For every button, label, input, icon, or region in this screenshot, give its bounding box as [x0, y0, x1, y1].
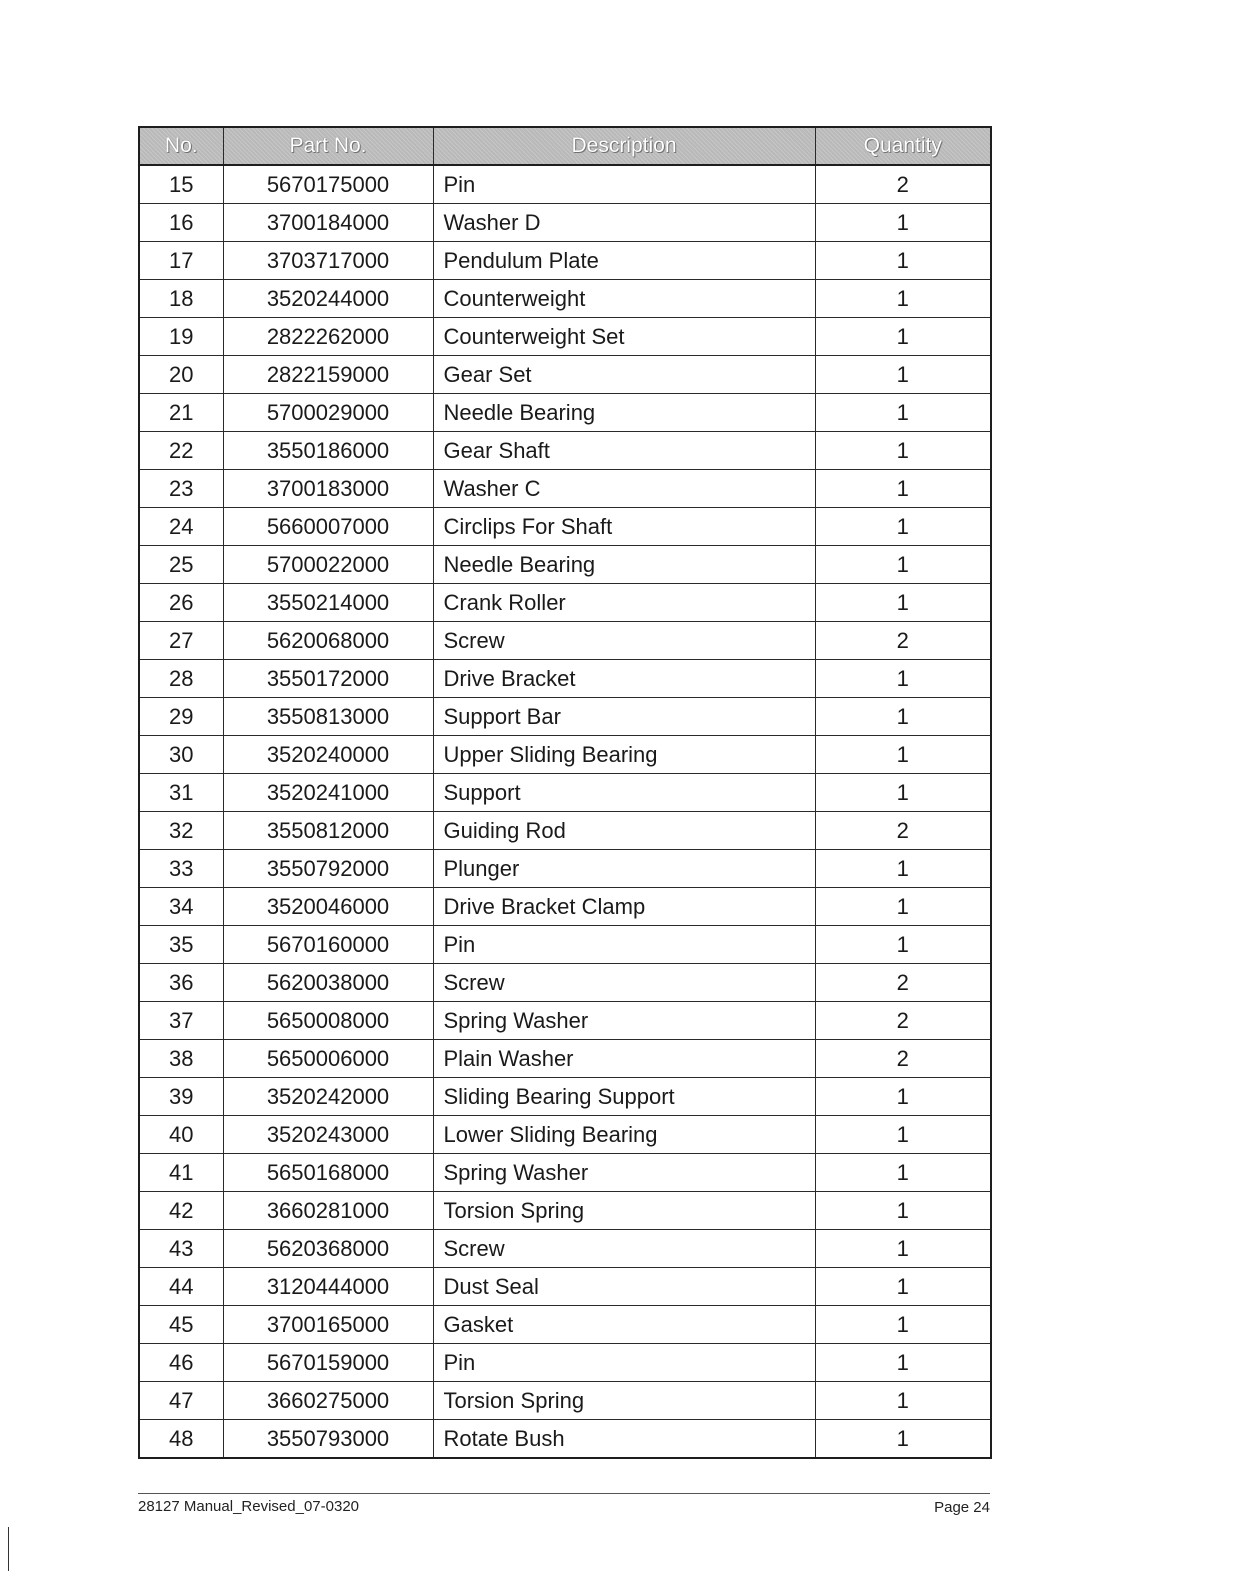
- cell-part-no: 5650006000: [223, 1040, 433, 1078]
- cell-description: Screw: [433, 964, 815, 1002]
- cell-no: 15: [139, 165, 223, 204]
- cell-no: 42: [139, 1192, 223, 1230]
- cell-no: 36: [139, 964, 223, 1002]
- cell-description: Pendulum Plate: [433, 242, 815, 280]
- table-row: [139, 1154, 991, 1192]
- cell-quantity: 1: [815, 394, 991, 432]
- cell-description: Crank Roller: [433, 584, 815, 622]
- cell-quantity: 1: [815, 660, 991, 698]
- table-header-row: [139, 127, 991, 165]
- table-row: [139, 964, 991, 1002]
- table-row: [139, 926, 991, 964]
- table-row: [139, 1306, 991, 1344]
- cell-part-no: 5660007000: [223, 508, 433, 546]
- cell-description: Dust Seal: [433, 1268, 815, 1306]
- parts-table: [138, 126, 992, 1459]
- cell-description: Support: [433, 774, 815, 812]
- cell-quantity: 2: [815, 964, 991, 1002]
- cell-description: Upper Sliding Bearing: [433, 736, 815, 774]
- cell-no: 32: [139, 812, 223, 850]
- cell-quantity: 1: [815, 888, 991, 926]
- cell-description: Gear Set: [433, 356, 815, 394]
- cell-no: 29: [139, 698, 223, 736]
- table-row: [139, 584, 991, 622]
- cell-quantity: 1: [815, 1344, 991, 1382]
- table-row: [139, 242, 991, 280]
- header-description: Description: [433, 127, 815, 165]
- cell-no: 37: [139, 1002, 223, 1040]
- cell-description: Lower Sliding Bearing: [433, 1116, 815, 1154]
- table-row: [139, 736, 991, 774]
- cell-part-no: 3550172000: [223, 660, 433, 698]
- footer-divider: [138, 1493, 990, 1494]
- cell-part-no: 3120444000: [223, 1268, 433, 1306]
- table-body: [139, 165, 991, 1458]
- table-row: [139, 850, 991, 888]
- cell-no: 24: [139, 508, 223, 546]
- table-row: [139, 1382, 991, 1420]
- cell-quantity: 1: [815, 1116, 991, 1154]
- cell-description: Torsion Spring: [433, 1192, 815, 1230]
- cell-part-no: 5670175000: [223, 165, 433, 204]
- cell-no: 28: [139, 660, 223, 698]
- cell-quantity: 1: [815, 1382, 991, 1420]
- cell-quantity: 1: [815, 850, 991, 888]
- cell-part-no: 5670159000: [223, 1344, 433, 1382]
- cell-description: Spring Washer: [433, 1002, 815, 1040]
- cell-part-no: 5650008000: [223, 1002, 433, 1040]
- cell-description: Gear Shaft: [433, 432, 815, 470]
- cell-quantity: 1: [815, 1420, 991, 1459]
- cell-part-no: 5620368000: [223, 1230, 433, 1268]
- cell-no: 35: [139, 926, 223, 964]
- cell-description: Support Bar: [433, 698, 815, 736]
- cell-part-no: 3550812000: [223, 812, 433, 850]
- cell-no: 22: [139, 432, 223, 470]
- table-row: [139, 1230, 991, 1268]
- cell-quantity: 1: [815, 432, 991, 470]
- table-row: [139, 318, 991, 356]
- cell-description: Screw: [433, 622, 815, 660]
- cell-quantity: 1: [815, 242, 991, 280]
- table-row: [139, 470, 991, 508]
- table-row: [139, 1192, 991, 1230]
- cell-no: 46: [139, 1344, 223, 1382]
- table-row: [139, 1268, 991, 1306]
- cell-quantity: 2: [815, 165, 991, 204]
- cell-no: 23: [139, 470, 223, 508]
- cell-description: Circlips For Shaft: [433, 508, 815, 546]
- cell-description: Sliding Bearing Support: [433, 1078, 815, 1116]
- table-row: [139, 1344, 991, 1382]
- cell-no: 25: [139, 546, 223, 584]
- cell-no: 17: [139, 242, 223, 280]
- cell-quantity: 1: [815, 1268, 991, 1306]
- cell-no: 26: [139, 584, 223, 622]
- cell-quantity: 1: [815, 318, 991, 356]
- table-row: [139, 812, 991, 850]
- cell-quantity: 2: [815, 812, 991, 850]
- table-row: [139, 1420, 991, 1459]
- cell-description: Pin: [433, 926, 815, 964]
- cell-quantity: 1: [815, 736, 991, 774]
- cell-part-no: 3550792000: [223, 850, 433, 888]
- cell-no: 38: [139, 1040, 223, 1078]
- cell-quantity: 1: [815, 356, 991, 394]
- cell-part-no: 3520241000: [223, 774, 433, 812]
- cell-quantity: 1: [815, 584, 991, 622]
- cell-part-no: 3550793000: [223, 1420, 433, 1459]
- table-row: [139, 1002, 991, 1040]
- table-row: [139, 546, 991, 584]
- cell-part-no: 5700022000: [223, 546, 433, 584]
- cell-no: 41: [139, 1154, 223, 1192]
- table-row: [139, 165, 991, 204]
- cell-no: 16: [139, 204, 223, 242]
- cell-part-no: 5670160000: [223, 926, 433, 964]
- cell-part-no: 3520240000: [223, 736, 433, 774]
- table-row: [139, 1078, 991, 1116]
- cell-part-no: 3700165000: [223, 1306, 433, 1344]
- cell-no: 18: [139, 280, 223, 318]
- cell-description: Guiding Rod: [433, 812, 815, 850]
- cell-no: 30: [139, 736, 223, 774]
- cell-quantity: 2: [815, 622, 991, 660]
- cell-part-no: 3550813000: [223, 698, 433, 736]
- table-row: [139, 888, 991, 926]
- cell-quantity: 1: [815, 1078, 991, 1116]
- cell-description: Drive Bracket Clamp: [433, 888, 815, 926]
- cell-description: Needle Bearing: [433, 546, 815, 584]
- cell-no: 21: [139, 394, 223, 432]
- footer-document-id: 28127 Manual_Revised_07-0320: [138, 1498, 360, 1515]
- cell-part-no: 3550186000: [223, 432, 433, 470]
- table-row: [139, 356, 991, 394]
- cell-no: 33: [139, 850, 223, 888]
- table-row: [139, 280, 991, 318]
- table-row: [139, 1116, 991, 1154]
- cell-quantity: 1: [815, 546, 991, 584]
- header-no: No.: [139, 127, 223, 165]
- cell-part-no: 3660275000: [223, 1382, 433, 1420]
- cell-no: 19: [139, 318, 223, 356]
- cell-description: Torsion Spring: [433, 1382, 815, 1420]
- cell-quantity: 1: [815, 508, 991, 546]
- cell-description: Rotate Bush: [433, 1420, 815, 1459]
- table-row: [139, 1040, 991, 1078]
- cell-part-no: 5620068000: [223, 622, 433, 660]
- cell-part-no: 3520242000: [223, 1078, 433, 1116]
- footer-page-number: Page 24: [934, 1499, 990, 1516]
- cell-no: 34: [139, 888, 223, 926]
- table-row: [139, 204, 991, 242]
- cell-description: Pin: [433, 1344, 815, 1382]
- table-row: [139, 698, 991, 736]
- cell-quantity: 1: [815, 1230, 991, 1268]
- table-row: [139, 660, 991, 698]
- cell-description: Screw: [433, 1230, 815, 1268]
- cell-quantity: 2: [815, 1040, 991, 1078]
- cell-no: 45: [139, 1306, 223, 1344]
- cell-no: 31: [139, 774, 223, 812]
- cell-no: 39: [139, 1078, 223, 1116]
- margin-mark: [8, 1527, 9, 1571]
- table-row: [139, 394, 991, 432]
- cell-part-no: 3520243000: [223, 1116, 433, 1154]
- cell-part-no: 3700184000: [223, 204, 433, 242]
- cell-description: Counterweight Set: [433, 318, 815, 356]
- cell-quantity: 1: [815, 1192, 991, 1230]
- cell-description: Plunger: [433, 850, 815, 888]
- cell-part-no: 3520046000: [223, 888, 433, 926]
- cell-quantity: 1: [815, 698, 991, 736]
- cell-no: 40: [139, 1116, 223, 1154]
- cell-description: Washer C: [433, 470, 815, 508]
- cell-no: 48: [139, 1420, 223, 1459]
- cell-no: 27: [139, 622, 223, 660]
- cell-description: Counterweight: [433, 280, 815, 318]
- cell-part-no: 3550214000: [223, 584, 433, 622]
- cell-part-no: 3520244000: [223, 280, 433, 318]
- table-row: [139, 432, 991, 470]
- cell-no: 44: [139, 1268, 223, 1306]
- cell-description: Needle Bearing: [433, 394, 815, 432]
- cell-quantity: 2: [815, 1002, 991, 1040]
- cell-part-no: 5620038000: [223, 964, 433, 1002]
- cell-part-no: 5700029000: [223, 394, 433, 432]
- cell-part-no: 2822159000: [223, 356, 433, 394]
- table-row: [139, 774, 991, 812]
- cell-quantity: 1: [815, 280, 991, 318]
- cell-description: Spring Washer: [433, 1154, 815, 1192]
- cell-quantity: 1: [815, 926, 991, 964]
- cell-no: 47: [139, 1382, 223, 1420]
- cell-part-no: 5650168000: [223, 1154, 433, 1192]
- header-part-no: Part No.: [223, 127, 433, 165]
- cell-description: Pin: [433, 165, 815, 204]
- cell-quantity: 1: [815, 1306, 991, 1344]
- cell-description: Washer D: [433, 204, 815, 242]
- cell-part-no: 3703717000: [223, 242, 433, 280]
- cell-part-no: 3700183000: [223, 470, 433, 508]
- header-quantity: Quantity: [815, 127, 991, 165]
- cell-quantity: 1: [815, 1154, 991, 1192]
- cell-description: Drive Bracket: [433, 660, 815, 698]
- table-row: [139, 622, 991, 660]
- cell-no: 20: [139, 356, 223, 394]
- cell-quantity: 1: [815, 204, 991, 242]
- table-row: [139, 508, 991, 546]
- cell-part-no: 2822262000: [223, 318, 433, 356]
- cell-no: 43: [139, 1230, 223, 1268]
- cell-description: Gasket: [433, 1306, 815, 1344]
- cell-description: Plain Washer: [433, 1040, 815, 1078]
- cell-quantity: 1: [815, 774, 991, 812]
- cell-quantity: 1: [815, 470, 991, 508]
- cell-part-no: 3660281000: [223, 1192, 433, 1230]
